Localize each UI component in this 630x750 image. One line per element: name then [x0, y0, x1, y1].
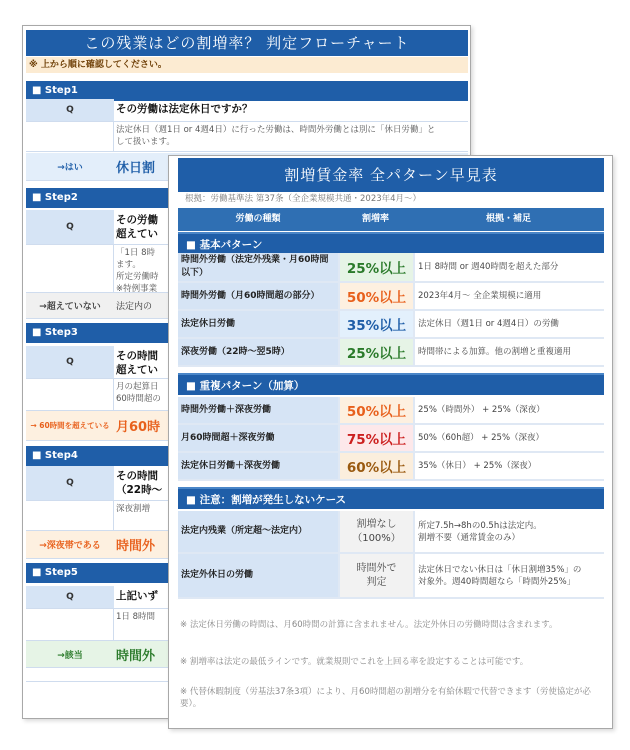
step-header: ■ Step3 [26, 323, 468, 343]
step-header: ■ Step2 [26, 188, 468, 208]
step-question: 上記いず [114, 586, 468, 609]
flowchart-title: この残業はどの割増率？ 判定フローチャート [26, 30, 468, 56]
answer-result: 時間外 [114, 531, 468, 559]
answer-label: →深夜帯である [26, 531, 114, 559]
rate-value: 50%以上 [338, 397, 413, 425]
basis-note: 法定休日でない休日は「休日割増35%」の 対象外。週40時間超なら「時間外25%」 [413, 554, 604, 599]
q-label: Q [26, 99, 114, 122]
labor-type: 時間外労働＋深夜労働 [178, 397, 338, 425]
step-description: 「1日 8時 ます。 所定労働時 ※特例事業 [114, 245, 468, 293]
step-question: その時間 超えてい [114, 346, 468, 379]
footnote: ※ 割増率は法定の最低ラインです。就業規則でこれを上回る率を設定することは可能です。 [180, 657, 529, 667]
step-header: ■ Step1 [26, 81, 468, 101]
labor-type: 法定休日労働 [178, 311, 338, 339]
q-label: Q [26, 466, 114, 501]
answer-result: 時間外 [114, 641, 468, 668]
basis-note: 時間帯による加算。他の割増と重複適用 [413, 339, 604, 367]
blank-cell [26, 379, 114, 411]
basis-note: 1日 8時間 or 週40時間を超えた部分 [413, 253, 604, 283]
q-label: Q [26, 210, 114, 245]
labor-type: 月60時間超＋深夜労働 [178, 425, 338, 453]
blank-cell [26, 245, 114, 293]
answer-label: →超えていない [26, 293, 114, 319]
section-header: ■ 重複パターン（加算） [178, 373, 604, 395]
table-subtitle: 根拠：労働基準法 第37条（全企業規模共通・2023年4月～） [185, 194, 422, 204]
step-description: 法定休日（週1日 or 4週4日）に行った労働は、時間外労働とは別に「休日労働」と して扱います。 [114, 122, 468, 152]
footnote: ※ 代替休暇制度（労基法37条3項）により、月60時間超の割増分を有給休暇で代替できます（労使協定が必要）。 [180, 687, 591, 709]
header-rate: 割増率 [338, 208, 413, 231]
rate-value: 割増なし （100%） [338, 511, 413, 554]
step-description: 月の起算日 60時間超の [114, 379, 468, 411]
header-type: 労働の種類 [178, 208, 338, 231]
basis-note: 35%（休日） + 25%（深夜） [413, 453, 604, 481]
answer-result: 休日割 [114, 153, 468, 181]
step-question: その労働 超えてい [114, 210, 468, 245]
answer-label: →該当 [26, 641, 114, 668]
table-title: 割増賃金率 全パターン早見表 [178, 158, 604, 192]
basis-note: 25%（時間外） + 25%（深夜） [413, 397, 604, 425]
answer-label: →はい [26, 153, 114, 181]
footnote: ※ 法定休日労働の時間は、月60時間の計算に含まれません。法定外休日の労働時間は含まれます。 [180, 620, 558, 630]
basis-note: 2023年4月～ 全企業規模に適用 [413, 283, 604, 311]
basis-note: 50%（60h超） + 25%（深夜） [413, 425, 604, 453]
rate-value: 35%以上 [338, 311, 413, 339]
step-header: ■ Step4 [26, 446, 468, 466]
labor-type: 深夜労働（22時～翌5時） [178, 339, 338, 367]
labor-type: 法定内残業（所定超～法定内） [178, 511, 338, 554]
section-header: ■ 注意：割増が発生しないケース [178, 487, 604, 509]
rate-value: 60%以上 [338, 453, 413, 481]
q-label: Q [26, 346, 114, 379]
rate-value: 50%以上 [338, 283, 413, 311]
header-basis: 根拠・補足 [413, 208, 604, 231]
section-header: ■ 基本パターン [178, 232, 604, 254]
step-question: その労働は法定休日ですか？ [114, 99, 468, 122]
answer-result: 月60時 [114, 411, 468, 441]
step-question: その時間 （22時～ [114, 466, 468, 501]
rate-value: 時間外で 判定 [338, 554, 413, 599]
answer-label: → 60時間を超えている [26, 411, 114, 441]
basis-note: 法定休日（週1日 or 4週4日）の労働 [413, 311, 604, 339]
rate-value: 25%以上 [338, 253, 413, 283]
labor-type: 時間外労働（法定外残業・月60時間以下） [178, 253, 338, 283]
q-label: Q [26, 586, 114, 609]
blank-cell [26, 501, 114, 531]
labor-type: 時間外労働（月60時間超の部分） [178, 283, 338, 311]
step-description: 1日 8時間 [114, 609, 468, 641]
rate-table-document [168, 155, 613, 729]
labor-type: 法定休日労働＋深夜労働 [178, 453, 338, 481]
step-header: ■ Step5 [26, 563, 468, 583]
flowchart-note: ※ 上から順に確認してください。 [26, 57, 468, 73]
labor-type: 法定外休日の労働 [178, 554, 338, 599]
basis-note: 所定7.5h→8hの0.5hは法定内。 割増不要（通常賃金のみ） [413, 511, 604, 554]
step-description: 深夜割増 [114, 501, 468, 531]
rate-value: 75%以上 [338, 425, 413, 453]
rate-value: 25%以上 [338, 339, 413, 367]
blank-cell [26, 122, 114, 152]
blank-cell [26, 609, 114, 641]
answer-result: 法定内の [114, 293, 468, 319]
